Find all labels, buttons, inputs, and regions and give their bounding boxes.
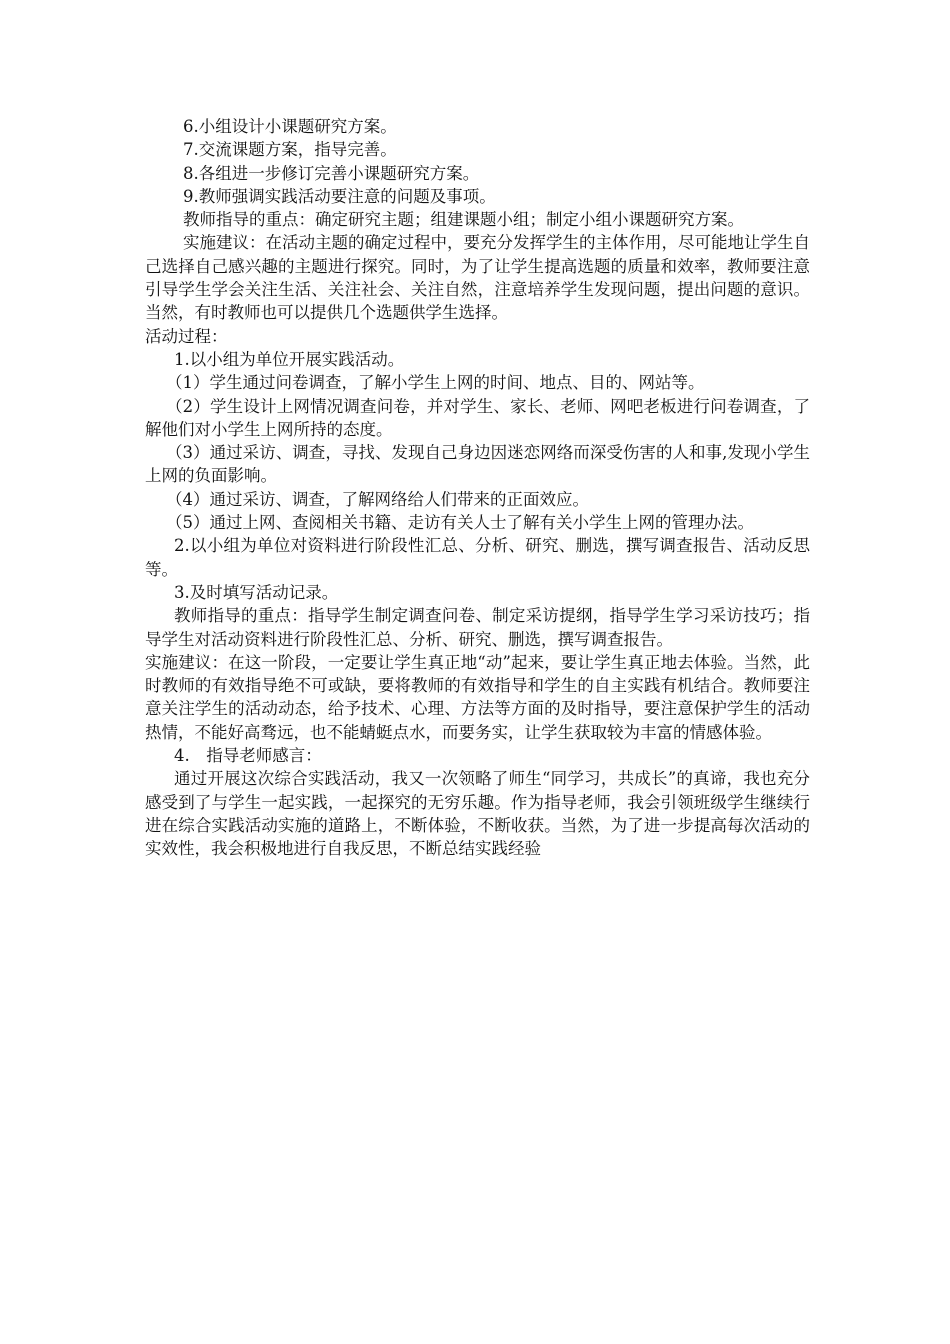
substep-3: （3）通过采访、调查，寻找、发现自己身边因迷恋网络而深受伤害的人和事,发现小学生上网的负面影响。 xyxy=(145,443,810,486)
teacher-reflection: 通过开展这次综合实践活动，我又一次领略了师生“同学习，共成长”的真谛，我也充分感受到了与学生一起实践，一起探究的无穷乐趣。作为指导老师，我会引领班级学生继续行进在综合实践活动实施的道路上，不断体验，不断收获。当然，为了进一步提高每次活动的实效性，我会积极地进行自我反思，不断总结实践经验 xyxy=(145,769,810,859)
implementation-advice-2: 实施建议：在这一阶段，一定要让学生真正地“动”起来，要让学生真正地去体验。当然，此时教师的有效指导绝不可或缺，要将教师的有效指导和学生的自主实践有机结合。教师要注意关注学生的活动动态，给予技术、心理、方法等方面的及时指导，要注意保护学生的活动热情，不能好高骛远，也不能蜻蜓点水，而要务实，让学生获取较为丰富的情感体验。 xyxy=(145,652,810,742)
activity-process-heading: 活动过程： xyxy=(145,326,228,346)
document-body xyxy=(145,115,810,861)
step-9: 9.教师强调实践活动要注意的问题及事项。 xyxy=(183,186,496,206)
process-step-1: 1.以小组为单位开展实践活动。 xyxy=(174,349,405,369)
teacher-focus-1: 教师指导的重点：确定研究主题；组建课题小组；制定小组小课题研究方案。 xyxy=(183,210,744,230)
step-8: 8.各组进一步修订完善小课题研究方案。 xyxy=(183,163,480,183)
teacher-focus-2: 教师指导的重点：指导学生制定调查问卷、制定采访提纲，指导学生学习采访技巧；指导学生对活动资料进行阶段性汇总、分析、研究、删选，撰写调查报告。 xyxy=(145,606,810,649)
substep-2: （2）学生设计上网情况调查问卷，并对学生、家长、老师、网吧老板进行问卷调查，了解他们对小学生上网所持的态度。 xyxy=(145,396,810,439)
step-6: 6.小组设计小课题研究方案。 xyxy=(183,117,397,136)
process-step-3: 3.及时填写活动记录。 xyxy=(174,582,339,602)
substep-4: （4）通过采访、调查，了解网络给人们带来的正面效应。 xyxy=(166,489,589,509)
process-step-2: 2.以小组为单位对资料进行阶段性汇总、分析、研究、删选，撰写调查报告、活动反思等。 xyxy=(145,536,810,579)
substep-1: （1）学生通过问卷调查，了解小学生上网的时间、地点、目的、网站等。 xyxy=(166,373,705,393)
step-7: 7.交流课题方案，指导完善。 xyxy=(183,140,397,160)
process-step-4: 4. 指导老师感言： xyxy=(174,746,322,766)
implementation-advice-1: 实施建议：在活动主题的确定过程中，要充分发挥学生的主体作用，尽可能地让学生自己选择自己感兴趣的主题进行探究。同时，为了让学生提高选题的质量和效率，教师要注意引导学生学会关注生活、关注社会、关注自然，注意培养学生发现问题，提出问题的意识。当然，有时教师也可以提供几个选题供学生选择。 xyxy=(145,233,810,323)
substep-5: （5）通过上网、查阅相关书籍、走访有关人士了解有关小学生上网的管理办法。 xyxy=(166,513,754,533)
